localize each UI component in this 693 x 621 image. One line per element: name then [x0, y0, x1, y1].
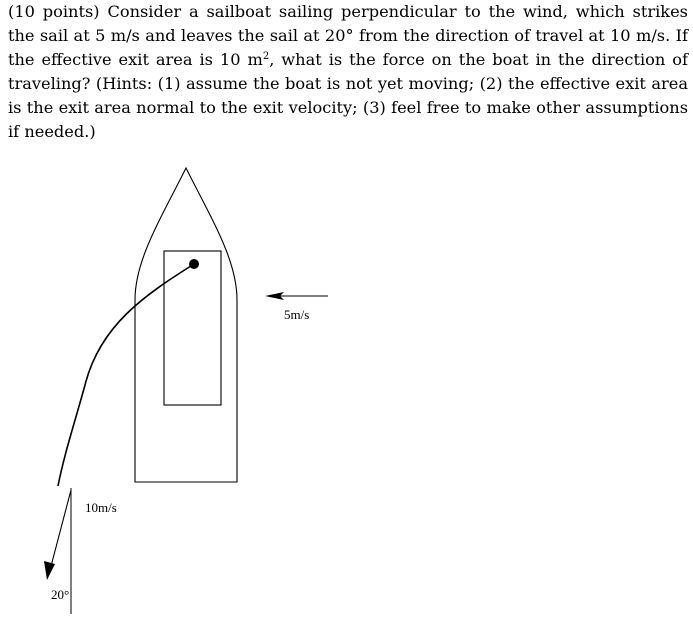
exit-velocity-arrowhead	[44, 561, 55, 580]
boat-cabin	[164, 251, 221, 405]
problem-text-part2: , what is the force on the boat in the direction of traveling? (Hints: (1) assume the boat is not yet moving; (2) the effective exit area is the exit area normal to the exit velocity; (3) feel free to make other assumptions if needed.)	[8, 50, 688, 141]
problem-points: (10 points)	[8, 2, 100, 21]
exit-velocity-arrow-shaft	[50, 490, 71, 570]
exit-speed-label: 10m/s	[85, 500, 117, 515]
angle-label: 20°	[51, 587, 70, 602]
wind-speed-label: 5m/s	[284, 307, 310, 322]
sail-curve	[58, 264, 194, 486]
problem-text-part1: Consider a sailboat sailing perpendicular to the wind, which strikes the sail at 5 m/s and leaves the sail at 20° from the direction of travel at 10 m/s. If the effective exit area is 10 m	[8, 2, 688, 69]
area-exponent: 2	[262, 51, 270, 62]
